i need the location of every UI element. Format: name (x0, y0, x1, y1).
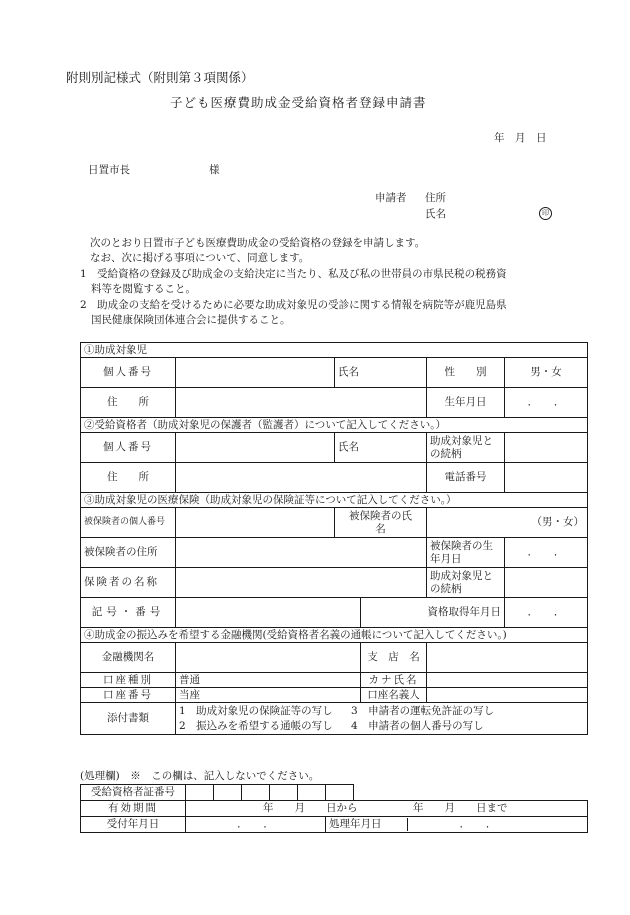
child-sex-label: 性 別 (427, 358, 505, 388)
kana-name-label: カナ氏名 (361, 673, 427, 688)
holder-name-label: 口座名義人 (361, 688, 427, 703)
symbol-number-label: 記号・番号 (81, 598, 176, 628)
child-birthdate-label: 生年月日 (427, 388, 505, 418)
account-type-label: 口座種別 (81, 673, 176, 688)
account-number-label: 口座番号 (81, 688, 176, 703)
addressee: 日置市長 (88, 164, 130, 176)
insured-number-label: 被保険者の個人番号 (81, 508, 176, 538)
insured-birthdate-label: 被保険者の生年月日 (427, 538, 505, 568)
intro-line-2: なお、次に掲げる事項について、同意します。 (90, 252, 310, 264)
applicant-address-label: 住所 (425, 192, 446, 204)
attachment-2: 2 振込みを希望する通帳の写し (179, 719, 333, 732)
office-use-table (80, 784, 588, 833)
insured-number-field[interactable] (176, 508, 335, 538)
symbol-number-field[interactable] (176, 598, 361, 628)
section-2-title: ②受給資格者（助成対象児の保護者（監護者）について記入してください。） (81, 418, 588, 433)
received-date-field[interactable]: ． ． (186, 817, 326, 833)
cert-number-spacer (354, 785, 588, 801)
child-sex-choice[interactable]: 男・女 (505, 358, 588, 388)
attachments-list (176, 703, 588, 735)
application-table (80, 342, 588, 735)
bank-name-label: 金融機関名 (81, 643, 176, 673)
child-personal-number-label: 個人番号 (81, 358, 176, 388)
cert-number-digit-2[interactable] (214, 785, 242, 801)
acquired-date-label: 資格取得年月日 (361, 598, 505, 628)
insured-address-label: 被保険者の住所 (81, 538, 176, 568)
applicant-label: 申請者 (375, 192, 407, 204)
validity-from: 年 月 日から (263, 802, 358, 815)
section-4-title: ④助成金の振込みを希望する金融機関(受給資格者名義の通帳について記入してください。) (81, 628, 588, 643)
insured-sex-choice[interactable]: （男・女） (427, 508, 588, 538)
guardian-relation-field[interactable] (505, 433, 588, 463)
cert-number-digit-5[interactable] (298, 785, 326, 801)
consent-item-2b: 国民健康保険団体連合会に提供すること。 (91, 314, 291, 326)
cert-number-digit-4[interactable] (270, 785, 298, 801)
cert-number-label: 受給資格者証番号 (81, 785, 186, 801)
cert-number-digit-1[interactable] (186, 785, 214, 801)
processed-date-label: 処理年月日 (329, 818, 382, 831)
child-birthdate-field[interactable]: ． ． (505, 388, 588, 418)
kana-name-field[interactable] (427, 673, 588, 688)
insured-birthdate-field[interactable]: ． ． (505, 538, 588, 568)
guardian-address-label: 住 所 (81, 463, 176, 493)
guardian-phone-field[interactable] (505, 463, 588, 493)
insurer-name-label: 保険者の名称 (81, 568, 176, 598)
attachment-3: 3 申請者の運転免許証の写し (351, 704, 495, 717)
honorific: 様 (209, 164, 220, 176)
guardian-personal-number-label: 個人番号 (81, 433, 176, 463)
cert-number-digit-3[interactable] (242, 785, 270, 801)
child-address-field[interactable] (176, 388, 427, 418)
intro-line-1: 次のとおり日置市子ども医療費助成金の受給資格の登録を申請します。 (90, 237, 426, 249)
seal-mark: 印 (539, 207, 552, 220)
processed-date-group (326, 817, 588, 833)
cert-number-digit-6[interactable] (326, 785, 354, 801)
date-line: 年 月 日 (494, 132, 547, 144)
holder-name-field[interactable] (427, 688, 588, 703)
section-1-title: ①助成対象児 (81, 343, 588, 358)
guardian-relation-label: 助成対象児との続柄 (427, 433, 505, 463)
office-use-note: (処理欄) ※ この欄は、記入しないでください。 (80, 770, 320, 782)
attachments-label: 添付書類 (81, 703, 176, 735)
branch-name-field[interactable] (427, 643, 588, 673)
guardian-address-field[interactable] (176, 463, 427, 493)
applicant-name-label: 氏名 (425, 208, 446, 220)
validity-label: 有効期間 (81, 801, 186, 817)
validity-field[interactable] (186, 801, 588, 817)
guardian-personal-number-field[interactable] (176, 433, 335, 463)
attachment-4: 4 申請者の個人番号の写し (351, 719, 484, 732)
guardian-phone-label: 電話番号 (427, 463, 505, 493)
acquired-date-field[interactable]: ． ． (505, 598, 588, 628)
bank-name-field[interactable] (176, 643, 361, 673)
consent-item-1b: 料等を閲覧すること。 (91, 283, 196, 295)
processed-date-field[interactable]: ． ． (407, 818, 548, 831)
branch-name-label: 支 店 名 (361, 643, 427, 673)
guardian-name-label: 氏名 (335, 433, 427, 463)
child-name-label: 氏名 (335, 358, 427, 388)
child-address-label: 住 所 (81, 388, 176, 418)
form-number: 附則別記様式（附則第３項関係） (66, 70, 254, 85)
attachment-1: 1 助成対象児の保険証等の写し (179, 704, 333, 717)
insurance-relation-label: 助成対象児との続柄 (427, 568, 505, 598)
account-type-value[interactable]: 普通 (176, 673, 361, 688)
child-personal-number-field[interactable] (176, 358, 335, 388)
page-title: 子ども医療費助成金受給資格者登録申請書 (170, 95, 427, 110)
insurer-name-field[interactable] (176, 568, 427, 598)
insured-name-label: 被保険者の氏 名 (335, 508, 427, 538)
consent-item-2a: 2 助成金の支給を受けるために必要な助成対象児の受診に関する情報を病院等が鹿児島県 (80, 299, 507, 311)
consent-item-1a: 1 受給資格の登録及び助成金の支給決定に当たり、私及び私の世帯員の市県民税の税務資 (80, 268, 507, 280)
insured-address-field[interactable] (176, 538, 427, 568)
validity-to: 年 月 日まで (413, 802, 508, 815)
received-date-label: 受付年月日 (81, 817, 186, 833)
section-3-title: ③助成対象児の医療保険（助成対象児の保険証等について記入してください。） (81, 493, 588, 508)
account-number-value[interactable]: 当座 (176, 688, 361, 703)
insurance-relation-field[interactable] (505, 568, 588, 598)
